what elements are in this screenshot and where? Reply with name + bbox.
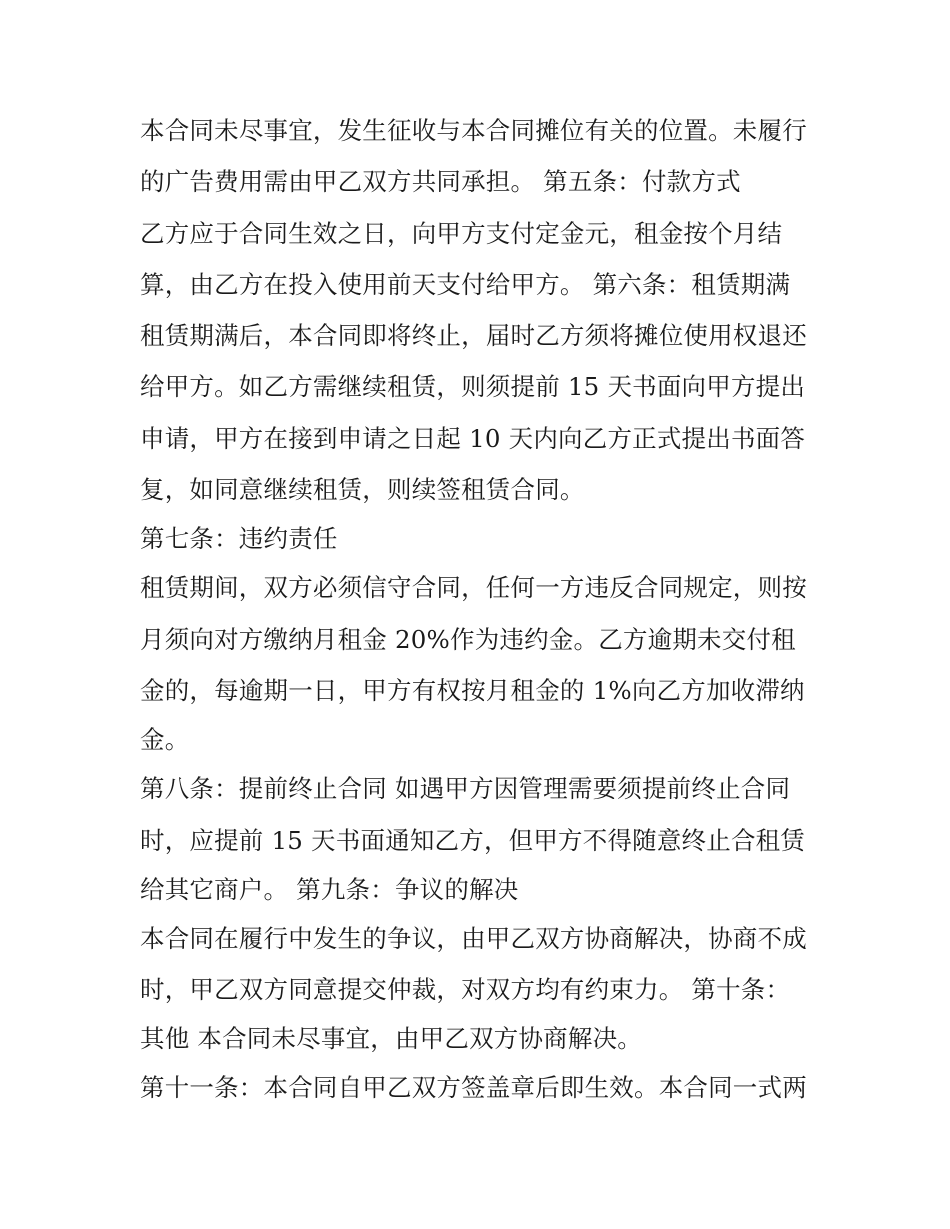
text-line: 租赁期满后，本合同即将终止，届时乙方须将摊位使用权退还 <box>140 321 807 351</box>
text-line: 乙方应于合同生效之日，向甲方支付定金元，租金按个月结 <box>140 218 783 248</box>
text-line: 金的，每逾期一日，甲方有权按月租金的 1%向乙方加收滞纳 <box>140 675 805 705</box>
text-line: 复，如同意继续租赁，则续签租赁合同。 <box>140 475 585 505</box>
text-line: 给其它商户。 第九条：争议的解决 <box>140 874 519 904</box>
text-line: 金。 <box>140 725 190 755</box>
text-line: 的广告费用需由甲乙双方共同承担。 第五条：付款方式 <box>140 167 741 197</box>
text-line: 本合同在履行中发生的争议，由甲乙双方协商解决，协商不成 <box>140 923 807 953</box>
text-line: 给甲方。如乙方需继续租赁，则须提前 15 天书面向甲方提出 <box>140 372 806 402</box>
text-line: 算，由乙方在投入使用前天支付给甲方。 第六条：租赁期满 <box>140 269 791 299</box>
text-line: 时，甲乙双方同意提交仲裁，对双方均有约束力。 第十条： <box>140 975 791 1005</box>
section-heading-11: 第十一条：本合同自甲乙双方签盖章后即生效。本合同一式两 <box>140 1073 807 1103</box>
text-line: 租赁期间，双方必须信守合同，任何一方违反合同规定，则按 <box>140 573 807 603</box>
text-line: 月须向对方缴纳月租金 20%作为违约金。乙方逾期未交付租 <box>140 624 796 654</box>
section-heading-7: 第七条：违约责任 <box>140 524 338 554</box>
text-line: 第八条：提前终止合同 如遇甲方因管理需要须提前终止合同 <box>140 774 791 804</box>
text-line: 本合同未尽事宜，发生征收与本合同摊位有关的位置。未履行 <box>140 116 807 145</box>
text-line: 时，应提前 15 天书面通知乙方，但甲方不得随意终止合租赁 <box>140 825 806 855</box>
contract-text-block <box>140 105 830 1114</box>
text-line: 申请，甲方在接到申请之日起 10 天内向乙方正式提出书面答 <box>140 423 806 453</box>
text-line: 其他 本合同未尽事宜，由甲乙双方协商解决。 <box>140 1024 642 1054</box>
